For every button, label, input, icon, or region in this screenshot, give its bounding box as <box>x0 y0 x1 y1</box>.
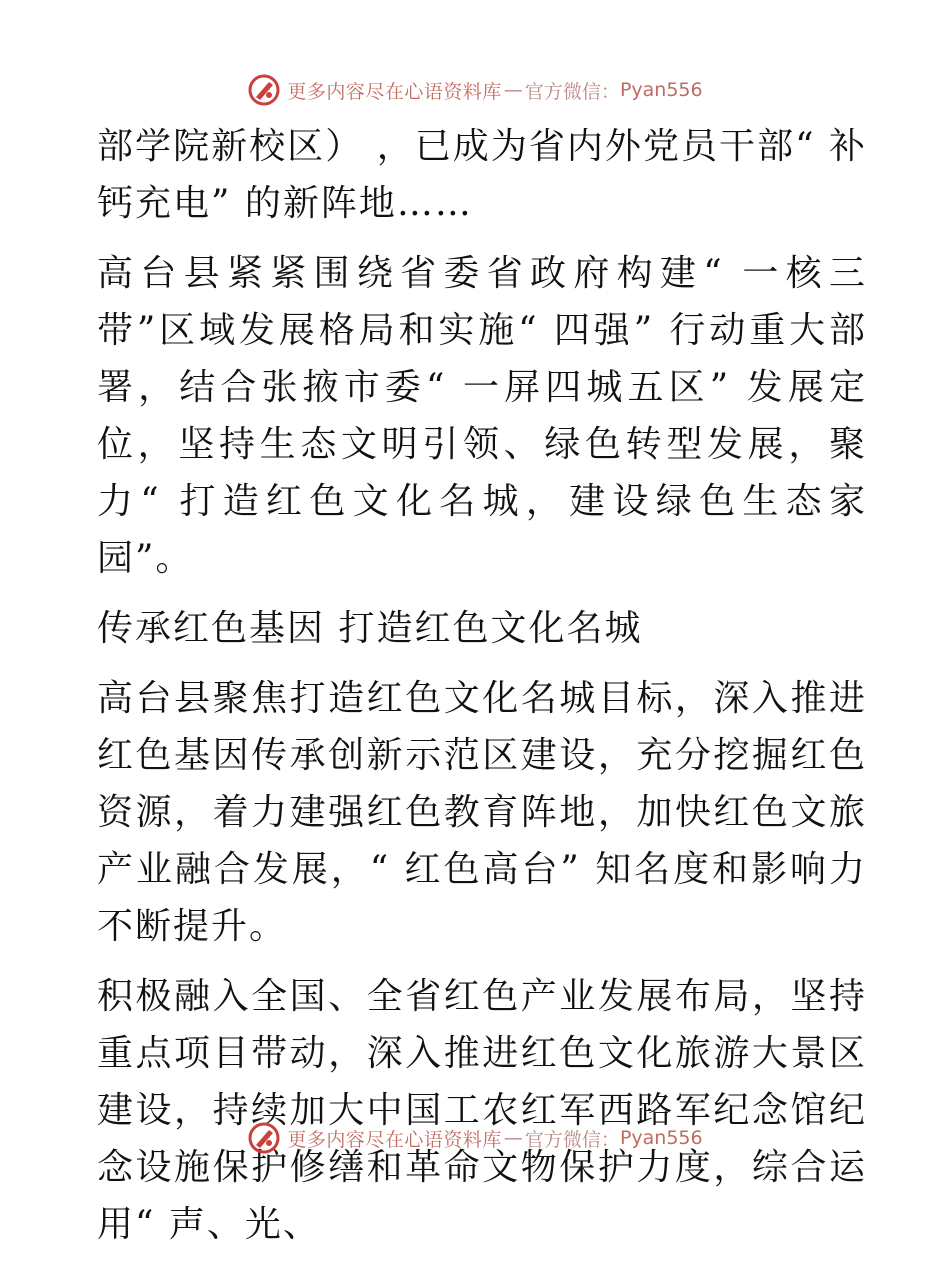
pen-logo-icon <box>247 1121 281 1155</box>
watermark-sub-text: 官方微信： <box>524 80 620 103</box>
watermark-dash: — <box>503 1127 523 1149</box>
watermark-main-text: 更多内容尽在心语资料库 <box>287 1128 502 1151</box>
watermark-dash: — <box>503 79 523 101</box>
pen-logo-icon <box>247 73 281 107</box>
watermark-sub-text: 官方微信： <box>524 1128 620 1151</box>
paragraph: 高台县聚焦打造红色文化名城目标，深入推进红色基因传承创新示范区建设，充分挖掘红色资源，着力建强红色教育阵地，加快红色文旅产业融合发展，“ 红色高台” 知名度和影响力不断提升。 <box>97 678 867 947</box>
document-body <box>97 118 867 1266</box>
header-watermark <box>0 70 950 110</box>
watermark-id: Pyan556 <box>619 1127 703 1149</box>
watermark-id: Pyan556 <box>619 79 703 101</box>
watermark-main-text: 更多内容尽在心语资料库 <box>287 80 502 103</box>
paragraph: 积极融入全国、全省红色产业发展布局，坚持重点项目带动，深入推进红色文化旅游大景区建设，持续加大中国工农红军西路军纪念馆纪念设施保护修缮和革命文物保护力度，综合运用“ 声、光、 <box>97 976 867 1245</box>
paragraph: 高台县紧紧围绕省委省政府构建“ 一核三带”区域发展格局和实施“ 四强” 行动重大部署，结合张掖市委“ 一屏四城五区” 发展定位，坚持生态文明引领、绿色转型发展，聚力“ 打造红色文化名城，建设绿色生态家园”。 <box>97 253 867 579</box>
paragraph: 部学院新校区） ，已成为省内外党员干部“ 补钙充电” 的新阵地…… <box>97 126 867 224</box>
footer-watermark <box>0 1118 950 1158</box>
section-heading: 传承红色基因 打造红色文化名城 <box>97 608 643 649</box>
